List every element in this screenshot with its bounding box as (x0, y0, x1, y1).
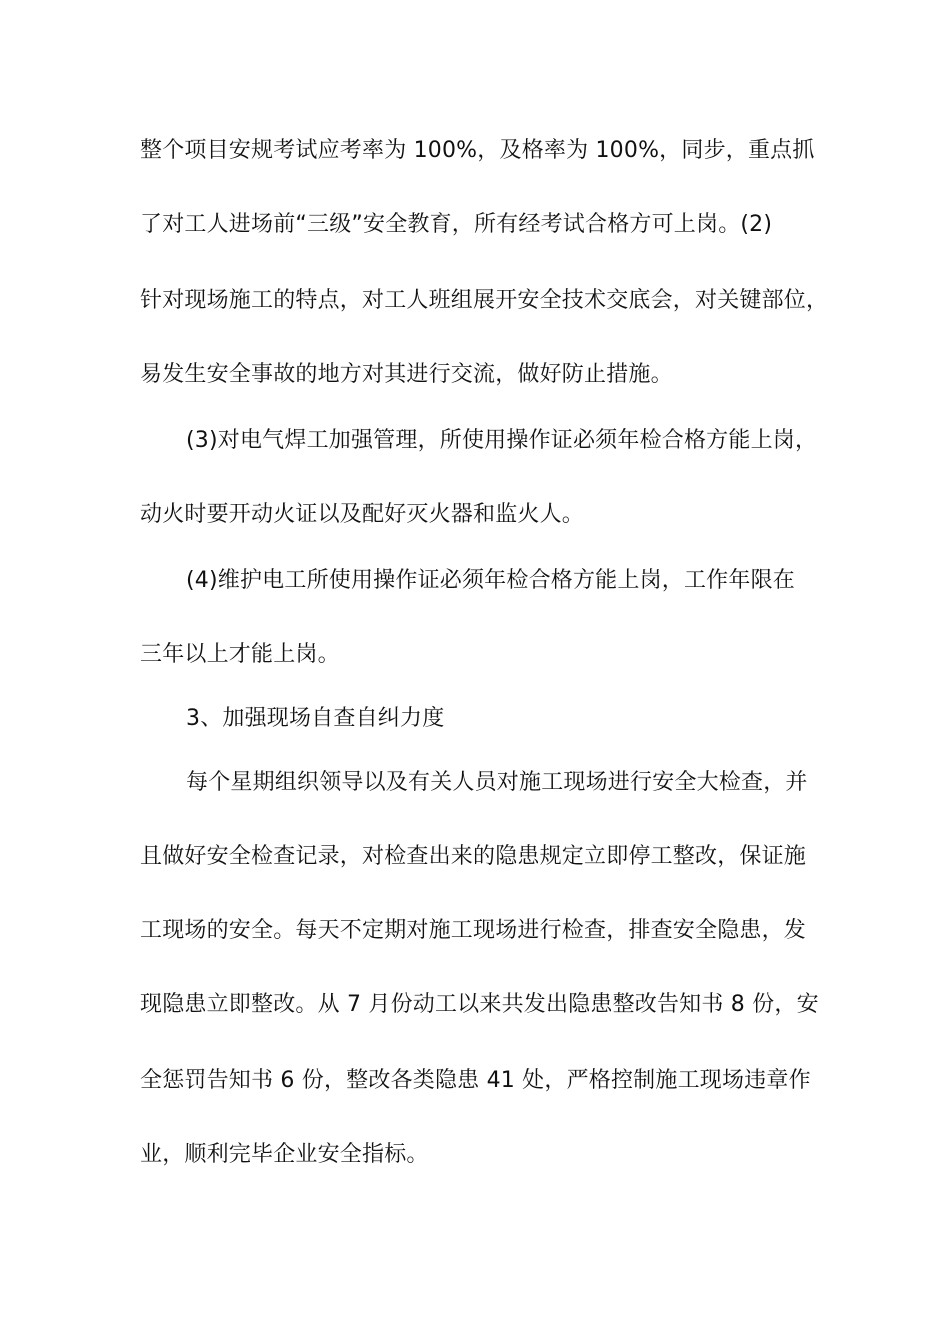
text-line-5: (3)对电气焊工加强管理，所使用操作证必须年检合格方能上岗， (186, 428, 818, 453)
text-line-1: 整个项目安规考试应考率为 100%，及格率为 100%，同步，重点抓 (140, 138, 815, 163)
text-line-14: 全惩罚告知书 6 份，整改各类隐患 41 处，严格控制施工现场违章作 (140, 1068, 811, 1093)
text-line-6: 动火时要开动火证以及配好灭火器和监火人。 (140, 502, 585, 527)
text-line-15: 业，顺利完毕企业安全指标。 (140, 1142, 429, 1167)
text-line-8: 三年以上才能上岗。 (140, 642, 340, 667)
text-line-11: 且做好安全检查记录，对检查出来的隐患规定立即停工整改，保证施 (140, 844, 807, 869)
text-line-4: 易发生安全事故的地方对其进行交流，做好防止措施。 (140, 362, 673, 387)
text-line-2: 了对工人进场前“三级”安全教育，所有经考试合格方可上岗。(2) (140, 212, 773, 237)
text-line-3: 针对现场施工的特点，对工人班组展开安全技术交底会，对关键部位， (140, 288, 829, 313)
section-heading: 3、加强现场自查自纠力度 (186, 706, 445, 731)
text-line-7: (4)维护电工所使用操作证必须年检合格方能上岗，工作年限在 (186, 568, 795, 593)
text-line-10: 每个星期组织领导以及有关人员对施工现场进行安全大检查，并 (186, 770, 808, 795)
text-line-13: 现隐患立即整改。从 7 月份动工以来共发出隐患整改告知书 8 份，安 (140, 992, 819, 1017)
text-line-12: 工现场的安全。每天不定期对施工现场进行检查，排查安全隐患，发 (140, 918, 807, 943)
